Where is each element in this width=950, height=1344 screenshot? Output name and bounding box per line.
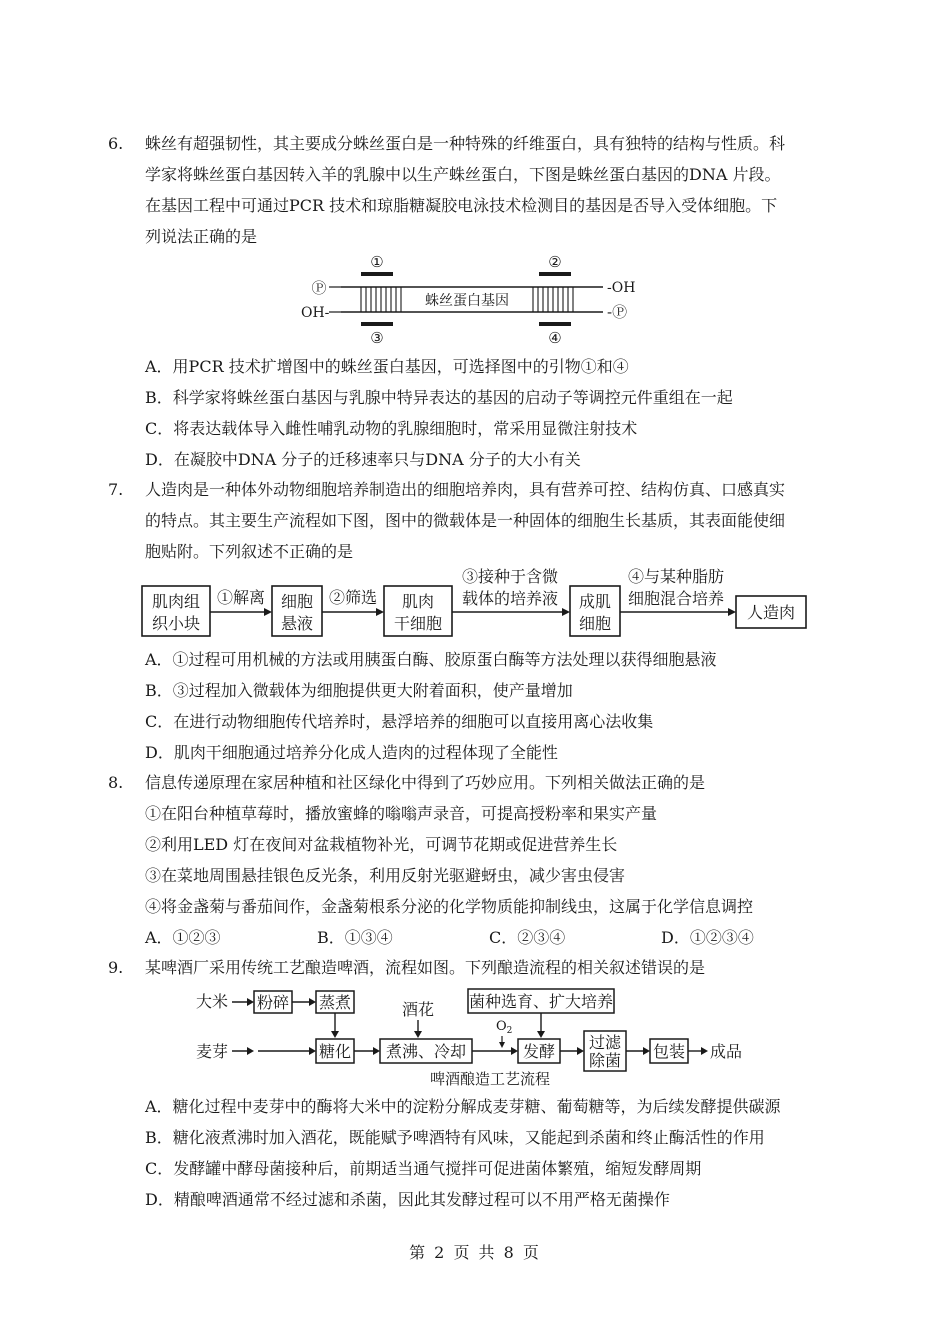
box-crush: 粉碎 xyxy=(256,993,290,1012)
stem-line: 列说法正确的是 xyxy=(145,227,258,246)
base-pairs-right xyxy=(533,287,573,312)
option-c: C．在进行动物细胞传代培养时，悬浮培养的细胞可以直接用离心法收集 xyxy=(145,712,654,731)
option-c: C．②③④ xyxy=(489,928,566,947)
box-saccharify: 糖化 xyxy=(318,1042,352,1061)
step-screening: ②筛选 xyxy=(328,588,378,607)
step-dissociation: ①解离 xyxy=(216,588,266,607)
statement-2: ②利用LED 灯在夜间对盆栽植物补光，可调节花期或促进营养生长 xyxy=(145,835,618,854)
label-oxygen: $O_2$ xyxy=(496,1019,513,1036)
primer-label: ③ xyxy=(370,329,384,347)
primer-bar xyxy=(361,322,393,326)
box-package: 包装 xyxy=(652,1042,686,1061)
option-c: C．将表达载体导入雌性哺乳动物的乳腺细胞时，常采用显微注射技术 xyxy=(145,419,638,438)
question-6-options xyxy=(108,351,848,475)
output-product: 成品 xyxy=(710,1042,743,1061)
box-artificial-meat: 人造肉 xyxy=(746,603,796,622)
option-d: D．①②③④ xyxy=(661,928,754,947)
flowchart-caption: 啤酒酿造工艺流程 xyxy=(429,1070,551,1088)
option-d: D．肌肉干细胞通过培养分化成人造肉的过程体现了全能性 xyxy=(145,743,558,762)
dna-fragment-diagram xyxy=(295,250,655,348)
input-rice: 大米 xyxy=(196,992,229,1011)
stem-line: 蛛丝有超强韧性，其主要成分蛛丝蛋白是一种特殊的纤维蛋白，具有独特的结构与性质。科 xyxy=(145,134,786,153)
stem-line: 某啤酒厂采用传统工艺酿造啤酒，流程如图。下列酿造流程的相关叙述错误的是 xyxy=(145,958,706,977)
question-number: 7. xyxy=(108,480,124,499)
question-9 xyxy=(108,952,848,983)
hydroxyl-label: -OH xyxy=(607,280,636,296)
box-steam: 蒸煮 xyxy=(318,993,352,1012)
beer-brewing-flowchart xyxy=(190,986,760,1090)
option-a: A．糖化过程中麦芽中的酶将大米中的淀粉分解成麦芽糖、葡萄糖等，为后续发酵提供碳源 xyxy=(145,1097,781,1116)
box-myoblast: 成肌 xyxy=(578,592,612,611)
stem-line: 的特点。其主要生产流程如下图，图中的微载体是一种固体的细胞生长基质，其表面能使细 xyxy=(145,511,786,530)
stem-line: 人造肉是一种体外动物细胞培养制造出的细胞培养肉，具有营养可控、结构仿真、口感真实 xyxy=(145,480,786,499)
option-a: A．①过程可用机械的方法或用胰蛋白酶、胶原蛋白酶等方法处理以获得细胞悬液 xyxy=(145,650,717,669)
box-filter: 过滤 xyxy=(588,1033,622,1052)
box-cell-suspension: 悬液 xyxy=(280,614,314,633)
box-myoblast: 细胞 xyxy=(578,614,612,633)
gene-label: 蛛丝蛋白基因 xyxy=(425,293,509,309)
base-pairs-left xyxy=(361,287,401,312)
stem-line: 胞贴附。下列叙述不正确的是 xyxy=(145,542,354,561)
stem-line: 学家将蛛丝蛋白基因转入羊的乳腺中以生产蛛丝蛋白，下图是蛛丝蛋白基因的DNA 片段。 xyxy=(145,165,781,184)
box-muscle-tissue: 肌肉组 xyxy=(151,592,201,611)
option-b: B．科学家将蛛丝蛋白基因与乳腺中特异表达的基因的启动子等调控元件重组在一起 xyxy=(145,388,733,407)
question-number: 9. xyxy=(108,958,124,977)
option-a: A．用PCR 技术扩增图中的蛛丝蛋白基因，可选择图中的引物①和④ xyxy=(145,357,629,376)
box-muscle-tissue: 织小块 xyxy=(151,614,201,633)
primer-label: ④ xyxy=(548,329,562,347)
step-co-culture: 细胞混合培养 xyxy=(627,589,725,608)
stem-line: 信息传递原理在家居种植和社区绿化中得到了巧妙应用。下列相关做法正确的是 xyxy=(145,773,706,792)
box-muscle-stem-cell: 干细胞 xyxy=(393,614,443,633)
option-b: B．①③④ xyxy=(317,928,393,947)
box-strain-selection: 菌种选育、扩大培养 xyxy=(468,992,614,1011)
hydroxyl-label: OH- xyxy=(301,305,330,321)
question-7 xyxy=(108,474,848,567)
label-hops: 酒花 xyxy=(401,1000,435,1019)
question-7-options xyxy=(108,644,848,768)
primer-bar xyxy=(539,322,571,326)
option-b: B．③过程加入微载体为细胞提供更大附着面积，使产量增加 xyxy=(145,681,573,700)
step-co-culture: ④与某种脂肪 xyxy=(627,567,725,586)
question-9-options xyxy=(108,1091,848,1215)
step-inoculate: ③接种于含微 xyxy=(461,567,559,586)
artificial-meat-flowchart xyxy=(138,566,810,642)
primer-label: ① xyxy=(370,253,384,271)
option-d: D．在凝胶中DNA 分子的迁移速率只与DNA 分子的大小有关 xyxy=(145,450,581,469)
statement-4: ④将金盏菊与番茄间作，金盏菊根系分泌的化学物质能抑制线虫，这属于化学信息调控 xyxy=(145,897,754,916)
primer-bar xyxy=(361,272,393,276)
stem-line: 在基因工程中可通过PCR 技术和琼脂糖凝胶电泳技术检测目的基因是否导入受体细胞。下 xyxy=(145,196,778,215)
box-filter: 除菌 xyxy=(588,1051,622,1070)
box-cell-suspension: 细胞 xyxy=(280,592,314,611)
box-ferment: 发酵 xyxy=(522,1042,556,1061)
question-number: 8. xyxy=(108,773,124,792)
option-a: A．①②③ xyxy=(145,928,221,947)
box-boil-cool: 煮沸、冷却 xyxy=(385,1042,467,1061)
primer-bar xyxy=(539,272,571,276)
option-b: B．糖化液煮沸时加入酒花，既能赋予啤酒特有风味，又能起到杀菌和终止酶活性的作用 xyxy=(145,1128,765,1147)
primer-label: ② xyxy=(548,253,562,271)
question-6 xyxy=(108,128,848,252)
page-footer: 第 2 页 共 8 页 xyxy=(409,1243,541,1262)
statement-1: ①在阳台种植草莓时，播放蜜蜂的嗡嗡声录音，可提高授粉率和果实产量 xyxy=(145,804,658,823)
input-malt: 麦芽 xyxy=(196,1042,229,1061)
option-d: D．精酿啤酒通常不经过滤和杀菌，因此其发酵过程可以不用严格无菌操作 xyxy=(145,1190,670,1209)
box-muscle-stem-cell: 肌肉 xyxy=(401,592,435,611)
phosphate-label: -Ⓟ xyxy=(607,303,628,321)
options-row xyxy=(145,922,848,953)
phosphate-label: Ⓟ xyxy=(311,279,327,297)
question-8 xyxy=(108,767,848,953)
step-inoculate: 载体的培养液 xyxy=(461,589,559,608)
statement-3: ③在菜地周围悬挂银色反光条，利用反射光驱避蚜虫，减少害虫侵害 xyxy=(145,866,626,885)
option-c: C．发酵罐中酵母菌接种后，前期适当通气搅拌可促进菌体繁殖，缩短发酵周期 xyxy=(145,1159,702,1178)
question-number: 6. xyxy=(108,134,124,153)
